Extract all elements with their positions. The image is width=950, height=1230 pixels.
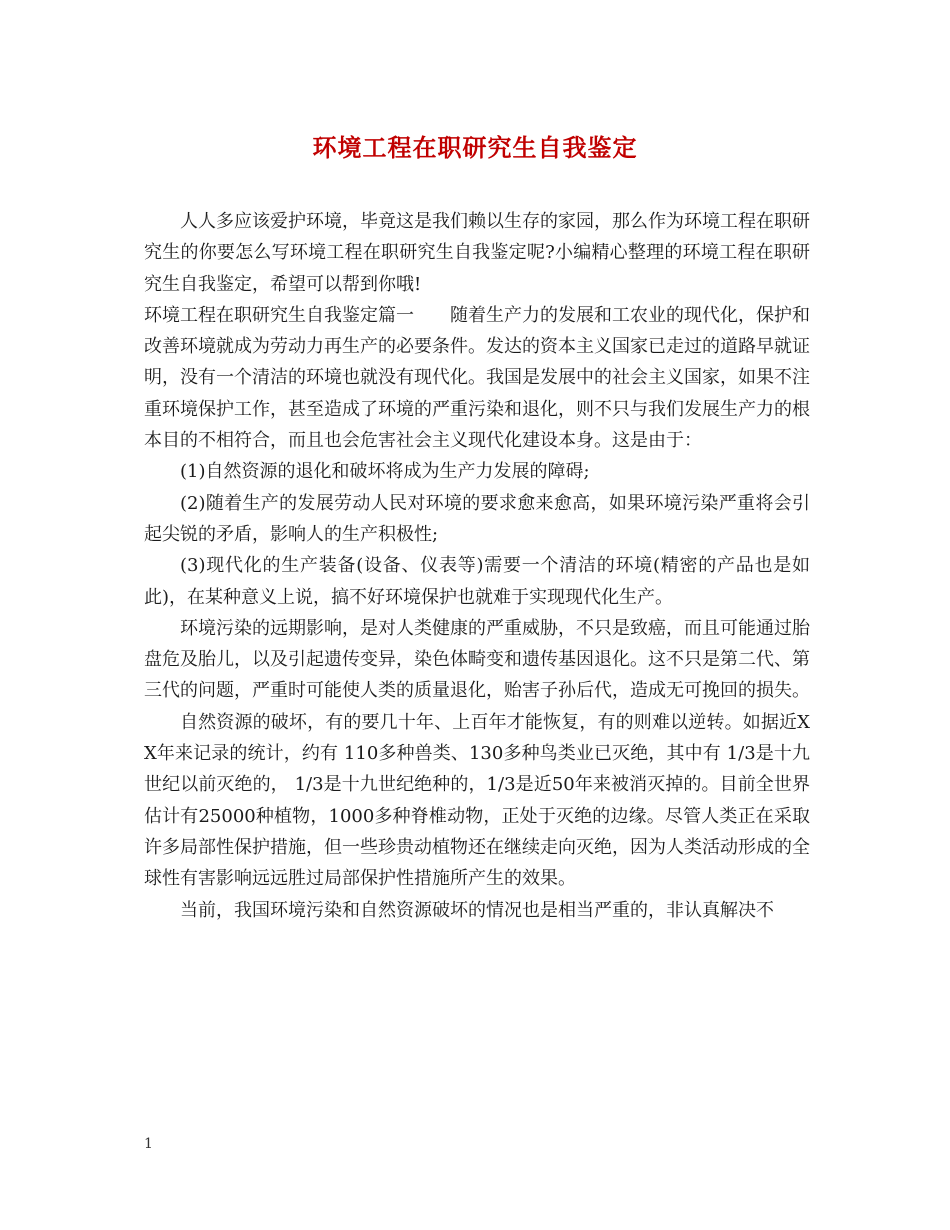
paragraph-list-item-2: (2)随着生产的发展劳动人民对环境的要求愈来愈高，如果环境污染严重将会引起尖锐的矛盾，影响人的生产积极性; [144, 492, 810, 545]
paragraph-resource-destruction: 自然资源的破坏，有的要几十年、上百年才能恢复，有的则难以逆转。如据近XX年来记录的统计，约有 110多种兽类、130多种鸟类业已灭绝，其中有 1/3是十九世纪以前灭绝的， 1/3是十九世纪绝种的，1/3是近50年来被消灭掉的。目前全世界估计有25000种植物，1000多种脊椎动物，正处于灭绝的边缘。尽管人类正在采取许多局部性保护措施，但一些珍贵动植物还在继续走向灭绝，因为人类活动形成的全球性有害影响远远胜过局部保护性措施所产生的效果。 [144, 711, 810, 890]
paragraph-section-one: 环境工程在职研究生自我鉴定篇一 随着生产力的发展和工农业的现代化，保护和改善环境就成为劳动力再生产的必要条件。发达的资本主义国家已走过的道路早就证明，没有一个清洁的环境也就没有现代化。我国是发展中的社会主义国家，如果不注重环境保护工作，甚至造成了环境的严重污染和退化，则不只与我们发展生产力的根本目的不相符合，而且也会危害社会主义现代化建设本身。这是由于： [144, 304, 810, 452]
paragraph-list-item-3: (3)现代化的生产装备(设备、仪表等)需要一个清洁的环境(精密的产品也是如此)，在某种意义上说，搞不好环境保护也就难于实现现代化生产。 [144, 555, 810, 608]
paragraph-list-item-1: (1)自然资源的退化和破坏将成为生产力发展的障碍; [180, 461, 590, 483]
paragraph-long-term-impact: 环境污染的远期影响，是对人类健康的严重威胁，不只是致癌，而且可能通过胎盘危及胎儿，以及引起遗传变异，染色体畸变和遗传基因退化。这不只是第二代、第三代的问题，严重时可能使人类的质量退化，贻害子孙后代，造成无可挽回的损失。 [144, 617, 810, 702]
document-title: 环境工程在职研究生自我鉴定 [312, 134, 638, 162]
paragraph-current-situation: 当前，我国环境污染和自然资源破坏的情况也是相当严重的，非认真解决不 [180, 899, 774, 921]
page-number: 1 [144, 1136, 153, 1152]
paragraph-intro: 人人多应该爱护环境，毕竟这是我们赖以生存的家园，那么作为环境工程在职研究生的你要怎么写环境工程在职研究生自我鉴定呢?小编精心整理的环境工程在职研究生自我鉴定，希望可以帮到你哦! [144, 211, 810, 295]
document-body [144, 206, 810, 926]
